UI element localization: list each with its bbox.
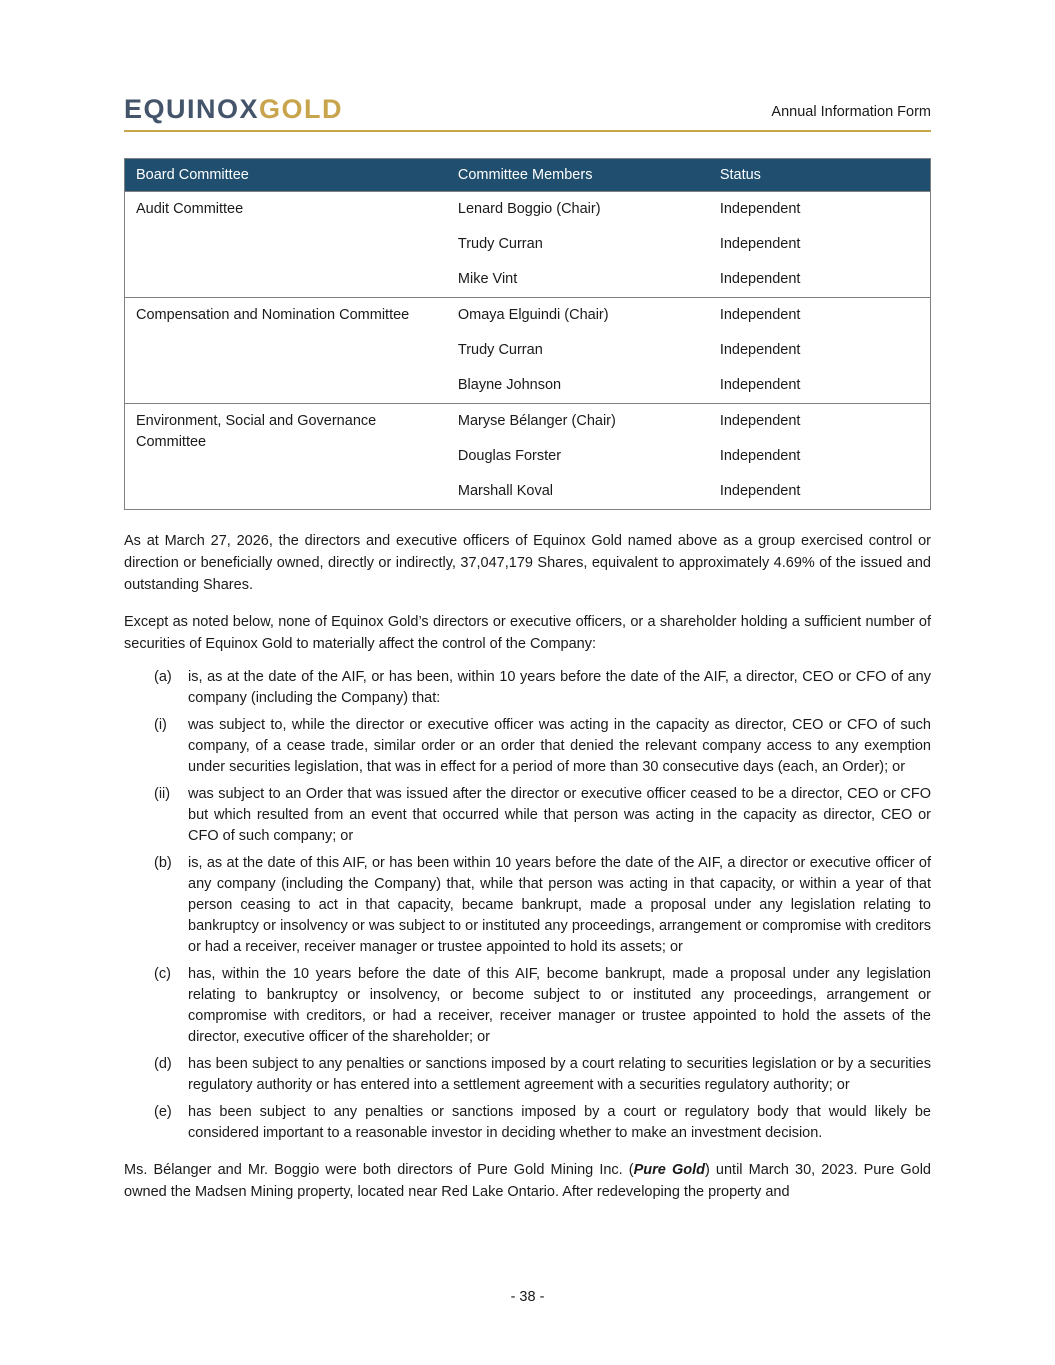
column-header-board-committee: Board Committee bbox=[125, 159, 447, 192]
document-title: Annual Information Form bbox=[771, 104, 931, 120]
member-name-cell: Omaya Elguindi (Chair) bbox=[447, 298, 709, 334]
member-name-cell: Trudy Curran bbox=[457, 342, 543, 358]
member-name-cell: Marshall Koval bbox=[457, 483, 553, 499]
paragraph-pure-gold-after: ) until March 30, 2023. Pure Gold owned the Madsen Mining property, located near Red Lake Ontario. After redeveloping the property and bbox=[124, 1162, 931, 1200]
status-cell: Independent bbox=[709, 298, 931, 334]
table-row bbox=[125, 404, 931, 440]
member-name-cell: Trudy Curran bbox=[457, 236, 543, 252]
logo-gold-text: GOLD bbox=[259, 94, 344, 124]
list-item-label: (e) bbox=[154, 1104, 172, 1120]
column-header-committee-members: Committee Members bbox=[447, 159, 709, 192]
member-name-cell: Mike Vint bbox=[457, 271, 518, 287]
status-cell: Independent bbox=[719, 483, 801, 499]
list-item-text: has been subject to any penalties or sanctions imposed by a court or regulatory body that would likely be considered important to a reasonable investor in deciding whether to make an investment decision. bbox=[188, 1104, 931, 1141]
list-item bbox=[154, 715, 931, 778]
member-name-cell: Maryse Bélanger (Chair) bbox=[447, 404, 709, 440]
paragraph-shares-ownership: As at March 27, 2026, the directors and executive officers of Equinox Gold named above as a group exercised control or direction or beneficially owned, directly or indirectly, 37,047,179 Shares, equivalent to approximately 4.69% of the issued and outstanding Shares. bbox=[124, 533, 931, 593]
list-item bbox=[154, 667, 931, 709]
column-header-status: Status bbox=[709, 159, 931, 192]
list-item-label: (c) bbox=[154, 966, 171, 982]
list-item-text: is, as at the date of the AIF, or has been, within 10 years before the date of the AIF, a director, CEO or CFO of any company (including the Company) that: bbox=[188, 669, 931, 706]
paragraph-except-as-noted: Except as noted below, none of Equinox Gold’s directors or executive officers, or a shareholder holding a sufficient number of securities of Equinox Gold to materially affect the control of the Company: bbox=[124, 614, 931, 652]
list-item-text: was subject to, while the director or executive officer was acting in the capacity as director, CEO or CFO of such company, of a cease trade, similar order or an order that denied the relevant company access to any exemption under securities legislation, that was in effect for a period of more than 30 consecutive days (each, an Order); or bbox=[188, 717, 931, 775]
list-item-label: (a) bbox=[154, 669, 172, 685]
list-item-text: was subject to an Order that was issued after the director or executive officer ceased to be a director, CEO or CFO but which resulted from an event that occurred while that person was acting in the capacity as director, CEO or CFO of such company; or bbox=[188, 786, 931, 844]
member-name-cell: Douglas Forster bbox=[457, 448, 562, 464]
status-cell: Independent bbox=[719, 377, 801, 393]
status-cell: Independent bbox=[719, 271, 801, 287]
list-item bbox=[154, 1054, 931, 1096]
logo-equinox-text: EQUINOX bbox=[124, 94, 260, 124]
table-row bbox=[125, 298, 931, 334]
status-cell: Independent bbox=[719, 236, 801, 252]
list-item-text: is, as at the date of this AIF, or has been within 10 years before the date of the AIF, a director or executive officer of any company (including the Company) that, while that person was acting in that capacity, or within a year of that person ceasing to act in that capacity, became bankrupt, made a proposal under any legislation relating to bankruptcy or insolvency or was subject to or instituted any proceedings, arrangement or compromise with creditors or had a receiver, receiver manager or trustee appointed to hold its assets; or bbox=[188, 855, 931, 955]
list-item-text: has been subject to any penalties or sanctions imposed by a court relating to securities legislation or by a securities regulatory authority or has entered into a settlement agreement with a securities regulatory authority; or bbox=[188, 1056, 931, 1093]
committee-cell: Audit Committee bbox=[125, 192, 447, 298]
document-header bbox=[124, 96, 931, 132]
equinox-gold-logo bbox=[124, 96, 343, 123]
board-committee-table bbox=[124, 158, 931, 510]
table-header-row bbox=[125, 159, 931, 192]
list-item-label: (ii) bbox=[154, 786, 171, 802]
list-item bbox=[154, 1102, 931, 1144]
list-item-text: has, within the 10 years before the date of this AIF, become bankrupt, made a proposal under any legislation relating to bankruptcy or insolvency, or become subject to or instituted any proceedings, arrangement or compromise with creditors, or had a receiver, receiver manager or trustee appointed to hold the assets of the director, executive officer of the shareholder; or bbox=[188, 966, 931, 1045]
member-name-cell: Blayne Johnson bbox=[457, 377, 562, 393]
list-item-label: (b) bbox=[154, 855, 172, 871]
paragraph-pure-gold-before: Ms. Bélanger and Mr. Boggio were both directors of Pure Gold Mining Inc. ( bbox=[124, 1162, 634, 1178]
list-item bbox=[154, 784, 931, 847]
status-cell: Independent bbox=[719, 342, 801, 358]
paragraph-pure-gold-emphasis: Pure Gold bbox=[633, 1162, 705, 1178]
page-number: - 38 - bbox=[510, 1289, 545, 1305]
list-item-label: (i) bbox=[154, 717, 167, 733]
table-row bbox=[125, 192, 931, 228]
committee-cell: Compensation and Nomination Committee bbox=[125, 298, 447, 404]
status-cell: Independent bbox=[709, 404, 931, 440]
list-item-label: (d) bbox=[154, 1056, 172, 1072]
member-name-cell: Lenard Boggio (Chair) bbox=[447, 192, 709, 228]
disclosure-list bbox=[124, 667, 931, 1144]
list-item bbox=[154, 853, 931, 958]
status-cell: Independent bbox=[719, 448, 801, 464]
list-item bbox=[154, 964, 931, 1048]
committee-cell: Environment, Social and Governance Committee bbox=[125, 404, 447, 510]
status-cell: Independent bbox=[709, 192, 931, 228]
paragraph-pure-gold bbox=[124, 1159, 931, 1203]
